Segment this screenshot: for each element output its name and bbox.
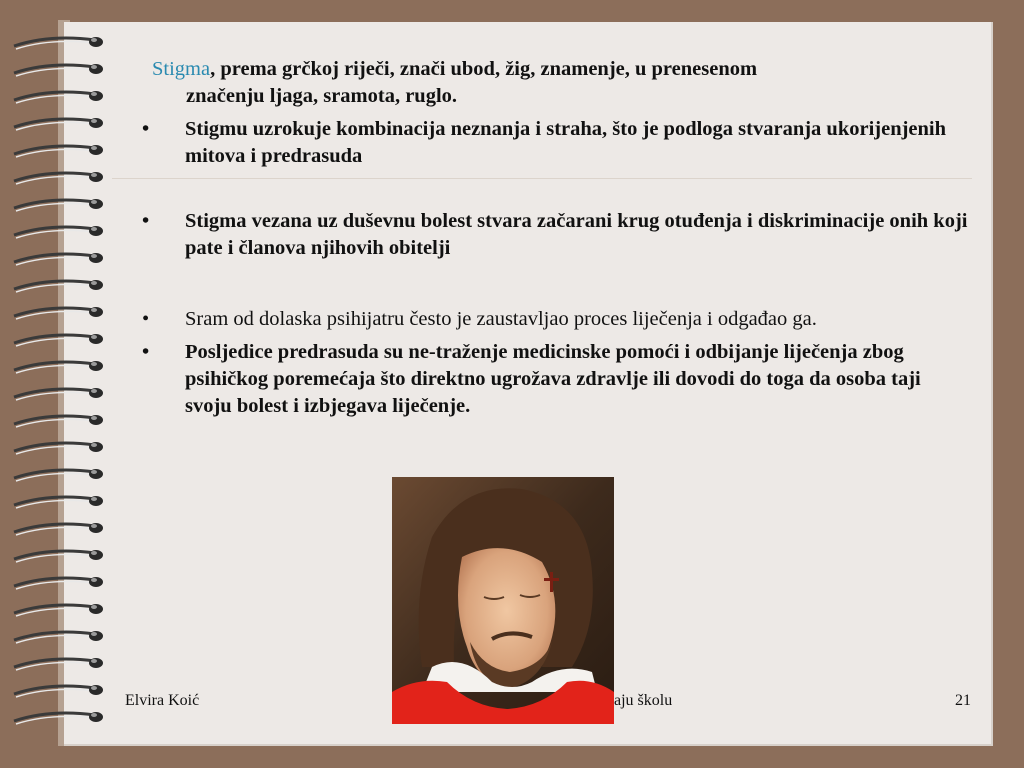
- spiral-ring: [14, 415, 103, 427]
- intro-paragraph: [152, 56, 970, 110]
- portrait-image: [392, 477, 614, 724]
- spiral-binding: [0, 0, 120, 768]
- bullet-text: Posljedice predrasuda su ne-traženje medicinske pomoći i odbijanje liječenja zbog psihičkog poremećaja što direktno ugrožava zdravlje ili dovodi do toga da osoba taji svoju bolest i izbjegava liječenje.: [185, 341, 921, 417]
- spiral-ring: [14, 280, 103, 292]
- intro-line1: , prema grčkoj riječi, znači ubod, žig, znamenje, u prenesenom: [210, 58, 758, 80]
- slide-content: [140, 56, 970, 420]
- bullet-item: [140, 116, 970, 170]
- spiral-ring: [14, 442, 103, 454]
- spiral-ring: [14, 712, 103, 724]
- spiral-ring: [14, 388, 103, 400]
- spiral-ring: [14, 631, 103, 643]
- spiral-ring: [14, 307, 103, 319]
- bullet-marker: •: [142, 341, 150, 363]
- bullet-item: [140, 306, 970, 333]
- stigma-keyword: Stigma: [152, 58, 211, 80]
- bullet-item: [140, 208, 970, 262]
- footer-page-number: 21: [955, 692, 971, 709]
- spiral-ring: [14, 658, 103, 670]
- bullet-item: [140, 339, 970, 420]
- bullet-marker: •: [142, 210, 150, 232]
- bullet-marker: •: [142, 118, 150, 140]
- spiral-ring: [14, 172, 103, 184]
- spiral-ring: [14, 37, 103, 49]
- spiral-ring: [14, 550, 103, 562]
- bullet-text: Stigmu uzrokuje kombinacija neznanja i straha, što je podloga stvaranja ukorijenjenih mitova i predrasuda: [185, 118, 947, 167]
- footer-author: Elvira Koić: [125, 692, 200, 709]
- bullet-text: Stigma vezana uz duševnu bolest stvara začarani krug otuđenja i diskriminacije onih koji pate i članova njihovih obitelji: [185, 210, 968, 259]
- intro-line2: značenju ljaga, sramota, ruglo.: [186, 85, 458, 107]
- spiral-ring: [14, 469, 103, 481]
- footer-title: aju školu: [614, 692, 673, 709]
- spiral-ring: [14, 253, 103, 265]
- spiral-ring: [14, 91, 103, 103]
- spiral-ring: [14, 685, 103, 697]
- bullet-marker: •: [142, 308, 150, 330]
- spiral-ring: [14, 145, 103, 157]
- spiral-ring: [14, 523, 103, 535]
- spiral-ring: [14, 361, 103, 373]
- spiral-ring: [14, 64, 103, 76]
- spiral-ring: [14, 334, 103, 346]
- spiral-ring: [14, 496, 103, 508]
- spiral-ring: [14, 604, 103, 616]
- spiral-ring: [14, 199, 103, 211]
- spiral-ring: [14, 226, 103, 238]
- spiral-ring: [14, 577, 103, 589]
- portrait-photo: [392, 477, 614, 724]
- spiral-ring: [14, 118, 103, 130]
- bullet-text: Sram od dolaska psihijatru često je zaustavljao proces liječenja i odgađao ga.: [185, 308, 817, 330]
